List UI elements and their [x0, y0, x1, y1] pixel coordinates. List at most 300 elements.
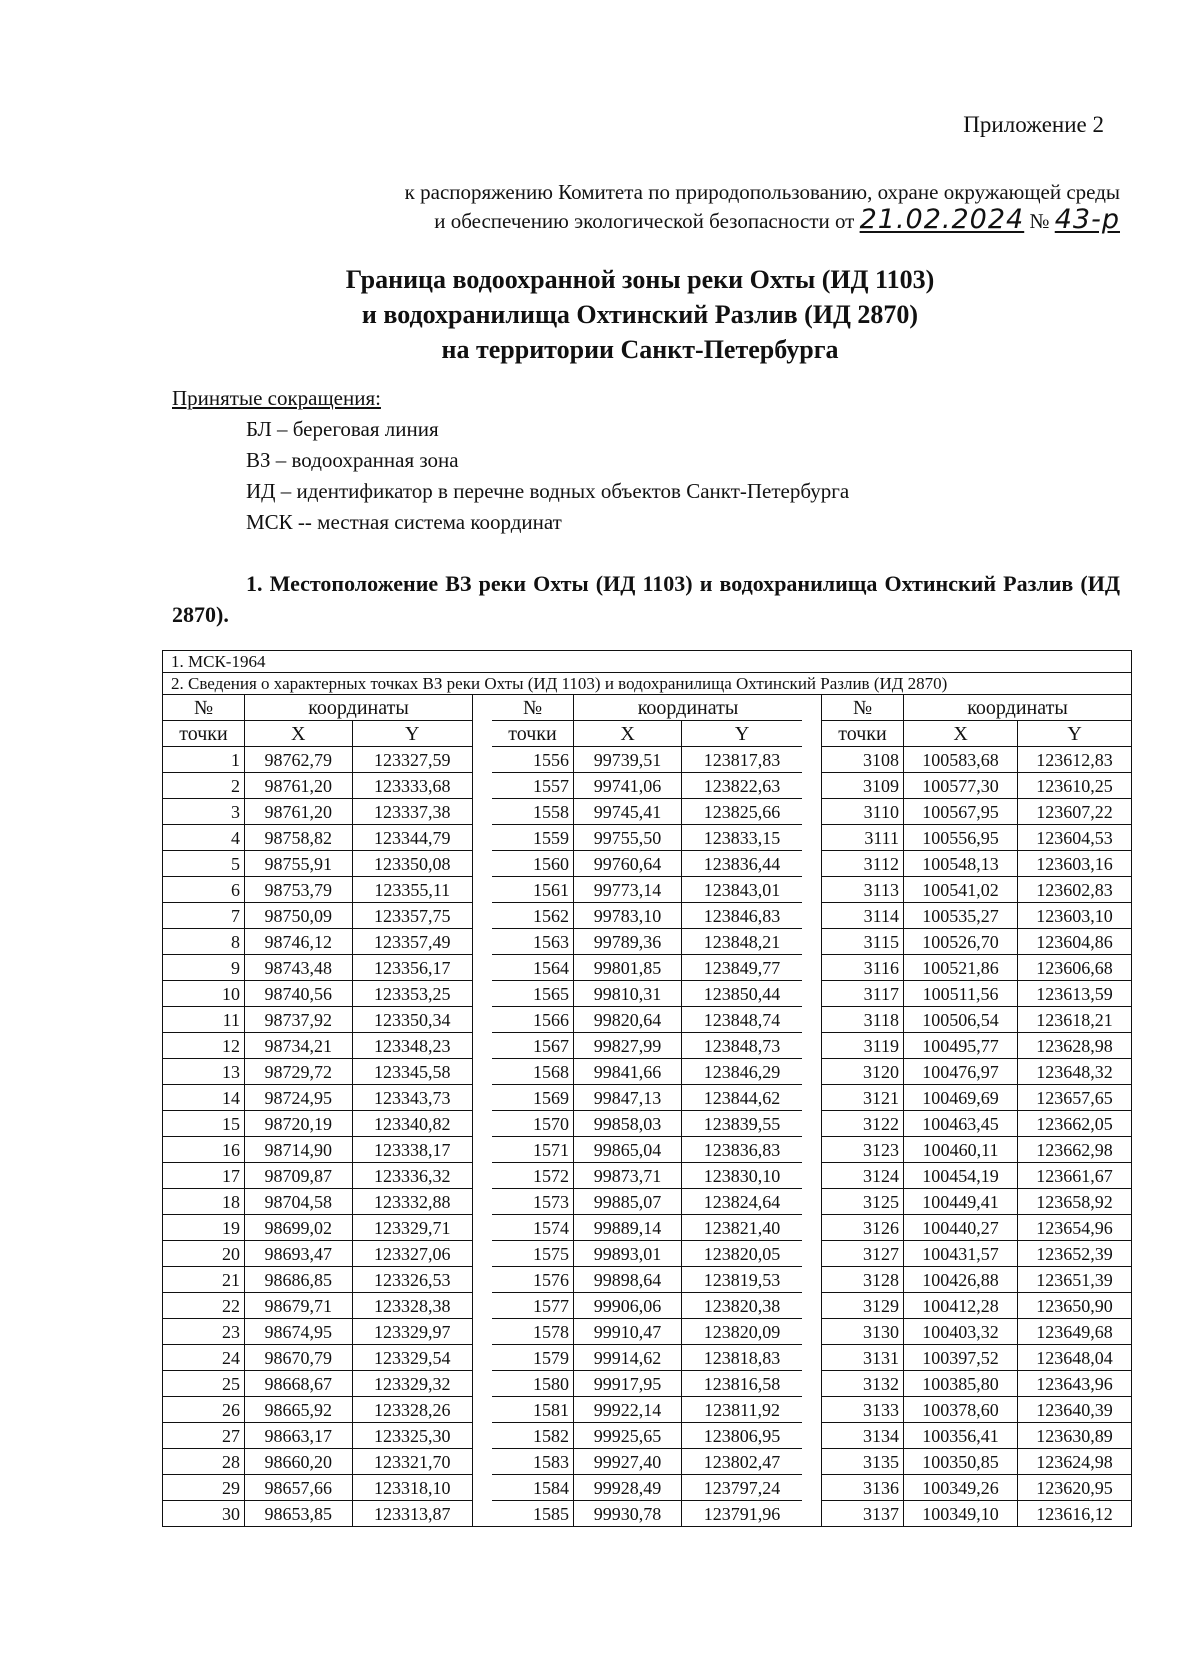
- table-row: [492, 1267, 802, 1293]
- coord-x: 99885,07: [574, 1189, 682, 1215]
- point-number: 3111: [822, 825, 904, 851]
- coord-x: 100511,56: [904, 981, 1018, 1007]
- coord-x: 98761,20: [245, 799, 353, 825]
- table-row: [163, 1501, 473, 1527]
- coord-x: 99893,01: [574, 1241, 682, 1267]
- coord-x: 98758,82: [245, 825, 353, 851]
- table-row: [492, 1241, 802, 1267]
- coord-x: 99810,31: [574, 981, 682, 1007]
- point-number: 1564: [492, 955, 574, 981]
- coord-y: 123326,53: [352, 1267, 473, 1293]
- coord-y: 123820,38: [682, 1293, 802, 1319]
- table-row: [163, 1215, 473, 1241]
- table-row: [492, 1189, 802, 1215]
- coord-x: 98674,95: [245, 1319, 353, 1345]
- coord-x: 99930,78: [574, 1501, 682, 1527]
- table-row: [822, 1475, 1132, 1501]
- header-no: №: [492, 695, 574, 721]
- point-number: 3125: [822, 1189, 904, 1215]
- point-number: 24: [163, 1345, 245, 1371]
- point-number: 3134: [822, 1423, 904, 1449]
- point-number: 3118: [822, 1007, 904, 1033]
- point-number: 4: [163, 825, 245, 851]
- point-number: 3109: [822, 773, 904, 799]
- coord-y: 123806,95: [682, 1423, 802, 1449]
- coord-y: 123650,90: [1018, 1293, 1131, 1319]
- coord-x: 100506,54: [904, 1007, 1018, 1033]
- coord-y: 123662,98: [1018, 1137, 1131, 1163]
- table-row: [822, 1163, 1132, 1189]
- coord-x: 99820,64: [574, 1007, 682, 1033]
- order-line-1: к распоряжению Комитета по природопользованию, охране окружающей среды: [404, 180, 1120, 204]
- coord-y: 123821,40: [682, 1215, 802, 1241]
- point-number: 22: [163, 1293, 245, 1319]
- coord-x: 100526,70: [904, 929, 1018, 955]
- coord-x: 99898,64: [574, 1267, 682, 1293]
- point-number: 3126: [822, 1215, 904, 1241]
- point-number: 5: [163, 851, 245, 877]
- table-row: [492, 1007, 802, 1033]
- point-number: 3137: [822, 1501, 904, 1527]
- table-row: [492, 1423, 802, 1449]
- coord-x: 98670,79: [245, 1345, 353, 1371]
- coord-y: 123357,49: [352, 929, 473, 955]
- coord-y: 123651,39: [1018, 1267, 1131, 1293]
- point-number: 1583: [492, 1449, 574, 1475]
- point-number: 3117: [822, 981, 904, 1007]
- coord-x: 99801,85: [574, 955, 682, 981]
- point-number: 1568: [492, 1059, 574, 1085]
- coord-y: 123604,86: [1018, 929, 1131, 955]
- coord-y: 123846,29: [682, 1059, 802, 1085]
- coord-y: 123343,73: [352, 1085, 473, 1111]
- abbreviation-item: ИД – идентификатор в перечне водных объектов Санкт-Петербурга: [246, 479, 850, 503]
- coord-y: 123819,53: [682, 1267, 802, 1293]
- coord-x: 100535,27: [904, 903, 1018, 929]
- table-row: [822, 929, 1132, 955]
- table-row: [822, 825, 1132, 851]
- point-number: 1556: [492, 747, 574, 773]
- point-number: 7: [163, 903, 245, 929]
- point-number: 1571: [492, 1137, 574, 1163]
- coord-y: 123337,38: [352, 799, 473, 825]
- coord-y: 123353,25: [352, 981, 473, 1007]
- coord-y: 123357,75: [352, 903, 473, 929]
- header-point: точки: [822, 721, 904, 747]
- point-number: 3130: [822, 1319, 904, 1345]
- coord-y: 123332,88: [352, 1189, 473, 1215]
- table-row: [163, 1423, 473, 1449]
- table-line-description: 2. Сведения о характерных точках ВЗ реки Охты (ИД 1103) и водохранилища Охтинский Разлив (ИД 2870): [163, 673, 1131, 695]
- coord-y: 123613,59: [1018, 981, 1131, 1007]
- coord-y: 123649,68: [1018, 1319, 1131, 1345]
- coord-y: 123336,32: [352, 1163, 473, 1189]
- table-row: [822, 1059, 1132, 1085]
- point-number: 11: [163, 1007, 245, 1033]
- table-row: [822, 877, 1132, 903]
- order-number-label: №: [1029, 209, 1050, 233]
- coord-x: 100449,41: [904, 1189, 1018, 1215]
- coord-y: 123350,34: [352, 1007, 473, 1033]
- coord-y: 123816,58: [682, 1371, 802, 1397]
- coord-x: 99917,95: [574, 1371, 682, 1397]
- point-number: 3128: [822, 1267, 904, 1293]
- coord-y: 123328,38: [352, 1293, 473, 1319]
- coord-x: 98714,90: [245, 1137, 353, 1163]
- coord-x: 99889,14: [574, 1215, 682, 1241]
- table-row: [822, 1241, 1132, 1267]
- coordinate-group-1: [163, 695, 473, 1526]
- point-number: 3113: [822, 877, 904, 903]
- coord-y: 123811,92: [682, 1397, 802, 1423]
- abbreviations-list: [246, 414, 849, 538]
- coord-x: 98761,20: [245, 773, 353, 799]
- coord-x: 99873,71: [574, 1163, 682, 1189]
- coord-x: 100556,95: [904, 825, 1018, 851]
- table-row: [492, 1111, 802, 1137]
- table-row: [492, 1215, 802, 1241]
- abbreviations-heading: Принятые сокращения:: [172, 386, 381, 410]
- coord-x: 100577,30: [904, 773, 1018, 799]
- coord-x: 100541,02: [904, 877, 1018, 903]
- table-row: [492, 1475, 802, 1501]
- table-row: [163, 773, 473, 799]
- point-number: 10: [163, 981, 245, 1007]
- coord-y: 123329,32: [352, 1371, 473, 1397]
- order-line-2-prefix: и обеспечению экологической безопасности от: [434, 209, 855, 233]
- title-line-1: Граница водоохранной зоны реки Охты (ИД 1103): [345, 265, 935, 294]
- coord-y: 123603,16: [1018, 851, 1131, 877]
- coord-y: 123602,83: [1018, 877, 1131, 903]
- point-number: 1575: [492, 1241, 574, 1267]
- table-row: [492, 1033, 802, 1059]
- coord-y: 123603,10: [1018, 903, 1131, 929]
- coord-x: 98699,02: [245, 1215, 353, 1241]
- point-number: 3116: [822, 955, 904, 981]
- table-row: [822, 1501, 1132, 1527]
- coord-x: 100476,97: [904, 1059, 1018, 1085]
- coord-y: 123333,68: [352, 773, 473, 799]
- coord-y: 123654,96: [1018, 1215, 1131, 1241]
- coord-x: 99755,50: [574, 825, 682, 851]
- coord-y: 123329,54: [352, 1345, 473, 1371]
- point-number: 3110: [822, 799, 904, 825]
- table-row: [163, 1371, 473, 1397]
- coord-x: 100385,80: [904, 1371, 1018, 1397]
- coord-y: 123817,83: [682, 747, 802, 773]
- table-row: [822, 1397, 1132, 1423]
- point-number: 3122: [822, 1111, 904, 1137]
- coord-x: 99783,10: [574, 903, 682, 929]
- coord-y: 123825,66: [682, 799, 802, 825]
- coord-x: 98693,47: [245, 1241, 353, 1267]
- point-number: 18: [163, 1189, 245, 1215]
- coord-x: 99760,64: [574, 851, 682, 877]
- table-row: [822, 1267, 1132, 1293]
- table-row: [163, 1449, 473, 1475]
- point-number: 3135: [822, 1449, 904, 1475]
- header-coords: координаты: [245, 695, 473, 721]
- coord-x: 98668,67: [245, 1371, 353, 1397]
- point-number: 9: [163, 955, 245, 981]
- coord-y: 123661,67: [1018, 1163, 1131, 1189]
- table-row: [163, 877, 473, 903]
- point-number: 19: [163, 1215, 245, 1241]
- point-number: 3119: [822, 1033, 904, 1059]
- point-number: 1559: [492, 825, 574, 851]
- point-number: 29: [163, 1475, 245, 1501]
- table-row: [492, 929, 802, 955]
- table-row: [822, 1319, 1132, 1345]
- coord-x: 100378,60: [904, 1397, 1018, 1423]
- point-number: 2: [163, 773, 245, 799]
- point-number: 13: [163, 1059, 245, 1085]
- order-number: 43-р: [1054, 204, 1120, 235]
- coord-y: 123822,63: [682, 773, 802, 799]
- point-number: 21: [163, 1267, 245, 1293]
- table-row: [822, 773, 1132, 799]
- coord-x: 98762,79: [245, 747, 353, 773]
- table-row: [163, 1033, 473, 1059]
- table-row: [492, 1319, 802, 1345]
- table-row: [822, 1423, 1132, 1449]
- coord-y: 123836,83: [682, 1137, 802, 1163]
- table-row: [163, 1007, 473, 1033]
- table-row: [822, 1345, 1132, 1371]
- point-number: 1585: [492, 1501, 574, 1527]
- title-line-3: на территории Санкт-Петербурга: [441, 335, 839, 364]
- coord-x: 99910,47: [574, 1319, 682, 1345]
- coord-x: 98663,17: [245, 1423, 353, 1449]
- table-row: [492, 1449, 802, 1475]
- table-row: [492, 1293, 802, 1319]
- table-row: [822, 1293, 1132, 1319]
- table-line-msk: 1. МСК-1964: [163, 651, 1131, 673]
- point-number: 1569: [492, 1085, 574, 1111]
- point-number: 1580: [492, 1371, 574, 1397]
- header-x: X: [245, 721, 353, 747]
- point-number: 1: [163, 747, 245, 773]
- table-row: [163, 1397, 473, 1423]
- coord-y: 123612,83: [1018, 747, 1131, 773]
- table-row: [492, 1059, 802, 1085]
- coord-y: 123824,64: [682, 1189, 802, 1215]
- coord-y: 123356,17: [352, 955, 473, 981]
- coord-y: 123607,22: [1018, 799, 1131, 825]
- coord-y: 123820,09: [682, 1319, 802, 1345]
- point-number: 1565: [492, 981, 574, 1007]
- point-number: 1582: [492, 1423, 574, 1449]
- coord-y: 123350,08: [352, 851, 473, 877]
- coord-y: 123802,47: [682, 1449, 802, 1475]
- coord-x: 99906,06: [574, 1293, 682, 1319]
- coord-x: 100495,77: [904, 1033, 1018, 1059]
- coord-x: 99925,65: [574, 1423, 682, 1449]
- point-number: 1566: [492, 1007, 574, 1033]
- coord-x: 99922,14: [574, 1397, 682, 1423]
- coord-y: 123345,58: [352, 1059, 473, 1085]
- table-row: [822, 955, 1132, 981]
- coord-y: 123850,44: [682, 981, 802, 1007]
- coord-x: 99847,13: [574, 1085, 682, 1111]
- point-number: 1578: [492, 1319, 574, 1345]
- coord-y: 123610,25: [1018, 773, 1131, 799]
- coord-y: 123648,32: [1018, 1059, 1131, 1085]
- coord-x: 100350,85: [904, 1449, 1018, 1475]
- table-row: [163, 747, 473, 773]
- coord-x: 100583,68: [904, 747, 1018, 773]
- coord-x: 100349,26: [904, 1475, 1018, 1501]
- point-number: 3: [163, 799, 245, 825]
- point-number: 30: [163, 1501, 245, 1527]
- table-row: [822, 747, 1132, 773]
- table-row: [163, 1189, 473, 1215]
- coord-x: 98720,19: [245, 1111, 353, 1137]
- coord-y: 123355,11: [352, 877, 473, 903]
- title-line-2: и водохранилища Охтинский Разлив (ИД 2870): [361, 300, 919, 329]
- table-row: [822, 851, 1132, 877]
- table-row: [822, 903, 1132, 929]
- table-row: [163, 1163, 473, 1189]
- table-row: [163, 1319, 473, 1345]
- coord-x: 100440,27: [904, 1215, 1018, 1241]
- coord-x: 98746,12: [245, 929, 353, 955]
- coord-x: 100463,45: [904, 1111, 1018, 1137]
- coord-y: 123844,62: [682, 1085, 802, 1111]
- point-number: 3114: [822, 903, 904, 929]
- coord-y: 123791,96: [682, 1501, 802, 1527]
- coord-y: 123820,05: [682, 1241, 802, 1267]
- coord-x: 98660,20: [245, 1449, 353, 1475]
- coord-y: 123313,87: [352, 1501, 473, 1527]
- coord-y: 123833,15: [682, 825, 802, 851]
- table-row: [492, 1163, 802, 1189]
- table-row: [492, 1085, 802, 1111]
- table-row: [163, 1111, 473, 1137]
- point-number: 1567: [492, 1033, 574, 1059]
- coord-x: 100426,88: [904, 1267, 1018, 1293]
- point-number: 8: [163, 929, 245, 955]
- coord-y: 123848,73: [682, 1033, 802, 1059]
- header-point: точки: [492, 721, 574, 747]
- point-number: 25: [163, 1371, 245, 1397]
- point-number: 1562: [492, 903, 574, 929]
- coord-x: 98750,09: [245, 903, 353, 929]
- coord-x: 98753,79: [245, 877, 353, 903]
- coord-y: 123848,21: [682, 929, 802, 955]
- coord-y: 123616,12: [1018, 1501, 1131, 1527]
- table-row: [822, 1215, 1132, 1241]
- coord-y: 123849,77: [682, 955, 802, 981]
- point-number: 1584: [492, 1475, 574, 1501]
- coord-y: 123618,21: [1018, 1007, 1131, 1033]
- point-number: 1563: [492, 929, 574, 955]
- table-row: [822, 1007, 1132, 1033]
- coord-y: 123830,10: [682, 1163, 802, 1189]
- coord-y: 123344,79: [352, 825, 473, 851]
- table-row: [163, 1241, 473, 1267]
- order-line-2: [160, 206, 1120, 235]
- coord-x: 99858,03: [574, 1111, 682, 1137]
- point-number: 3123: [822, 1137, 904, 1163]
- coord-y: 123797,24: [682, 1475, 802, 1501]
- table-row: [492, 747, 802, 773]
- coord-x: 100469,69: [904, 1085, 1018, 1111]
- table-row: [822, 1111, 1132, 1137]
- document-title: [160, 262, 1120, 367]
- table-row: [163, 1059, 473, 1085]
- table-row: [822, 1085, 1132, 1111]
- coord-y: 123658,92: [1018, 1189, 1131, 1215]
- coordinate-group-2: [492, 695, 802, 1526]
- table-row: [163, 1137, 473, 1163]
- coord-y: 123624,98: [1018, 1449, 1131, 1475]
- coord-x: 99928,49: [574, 1475, 682, 1501]
- coord-x: 100397,52: [904, 1345, 1018, 1371]
- point-number: 3129: [822, 1293, 904, 1319]
- coord-x: 98737,92: [245, 1007, 353, 1033]
- point-number: 1572: [492, 1163, 574, 1189]
- section-title: 1. Местоположение ВЗ реки Охты (ИД 1103) и водохранилища Охтинский Разлив (ИД 2870).: [172, 571, 1120, 627]
- table-row: [163, 903, 473, 929]
- point-number: 26: [163, 1397, 245, 1423]
- order-reference: [160, 178, 1120, 235]
- table-row: [822, 1189, 1132, 1215]
- coord-y: 123340,82: [352, 1111, 473, 1137]
- point-number: 20: [163, 1241, 245, 1267]
- coord-x: 98679,71: [245, 1293, 353, 1319]
- header-coords: координаты: [574, 695, 803, 721]
- coord-y: 123338,17: [352, 1137, 473, 1163]
- coord-x: 98729,72: [245, 1059, 353, 1085]
- point-number: 1574: [492, 1215, 574, 1241]
- coord-x: 100454,19: [904, 1163, 1018, 1189]
- point-number: 1579: [492, 1345, 574, 1371]
- table-row: [163, 799, 473, 825]
- point-number: 1573: [492, 1189, 574, 1215]
- coord-y: 123643,96: [1018, 1371, 1131, 1397]
- point-number: 12: [163, 1033, 245, 1059]
- table-row: [163, 851, 473, 877]
- table-row: [163, 1293, 473, 1319]
- table-row: [492, 851, 802, 877]
- coord-y: 123329,97: [352, 1319, 473, 1345]
- table-row: [492, 981, 802, 1007]
- header-x: X: [574, 721, 682, 747]
- coord-x: 98686,85: [245, 1267, 353, 1293]
- point-number: 1557: [492, 773, 574, 799]
- table-row: [492, 1501, 802, 1527]
- coord-x: 98665,92: [245, 1397, 353, 1423]
- table-row: [492, 773, 802, 799]
- coordinates-table: [162, 650, 1132, 1527]
- table-row: [492, 955, 802, 981]
- coord-y: 123836,44: [682, 851, 802, 877]
- table-groups: [163, 695, 1131, 1526]
- coord-x: 98657,66: [245, 1475, 353, 1501]
- coord-x: 100356,41: [904, 1423, 1018, 1449]
- table-row: [492, 877, 802, 903]
- coordinate-group-3: [821, 695, 1131, 1526]
- coord-x: 98743,48: [245, 955, 353, 981]
- coord-x: 98734,21: [245, 1033, 353, 1059]
- point-number: 3120: [822, 1059, 904, 1085]
- coord-y: 123839,55: [682, 1111, 802, 1137]
- table-row: [163, 929, 473, 955]
- coord-x: 98704,58: [245, 1189, 353, 1215]
- abbreviation-item: ВЗ – водоохранная зона: [246, 448, 459, 472]
- coord-y: 123843,01: [682, 877, 802, 903]
